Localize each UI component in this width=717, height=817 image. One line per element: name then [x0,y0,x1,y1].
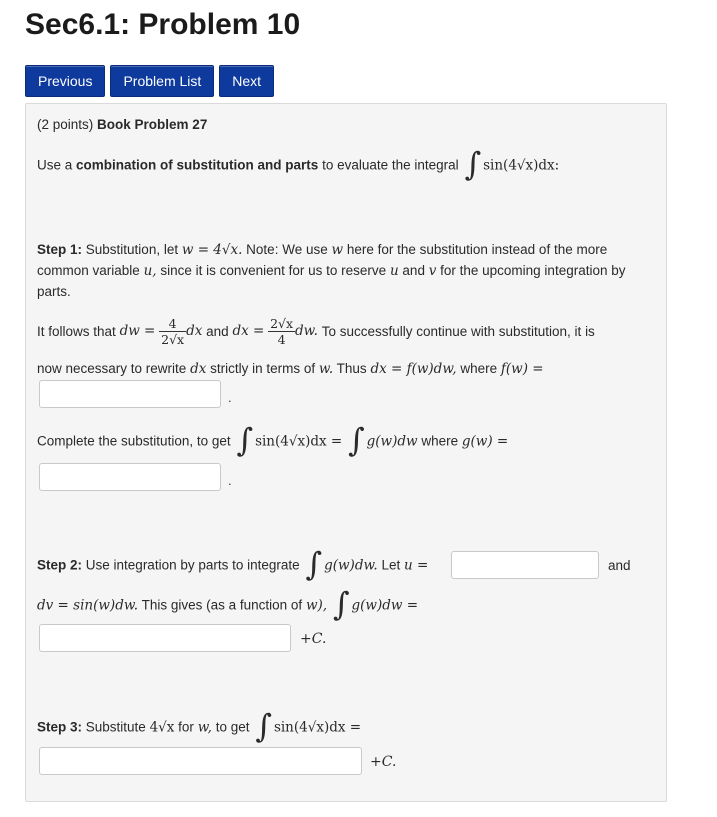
step3-b: for [178,719,194,735]
frac2-den: 4 [277,332,286,347]
complete-line [37,421,509,459]
frac2-num: 2√x [270,316,294,331]
intro-text: Use a [37,157,73,173]
step1-l2c: for the upcoming integration by [440,263,626,278]
points: (2 points) [37,117,94,132]
follows-line [37,316,595,347]
fw-eq: f(w) = [500,361,544,377]
step1-note: Note: We use [246,242,328,257]
follows-text: It follows that [37,324,116,339]
step2-line1 [37,545,429,583]
gw-eq: g(w) = [461,433,509,450]
step2-gives: This gives (as a function of [141,597,303,613]
now-b: strictly in terms of [210,361,316,376]
step2-text: Use integration by parts to integrate [85,557,300,573]
where: where [460,361,498,376]
frac1-num: 4 [159,316,186,332]
frac-dw [159,316,186,347]
step1-and: and [402,263,425,278]
plus-c: +C. [300,631,327,647]
step1-u2: u [389,263,399,279]
dx-term: dx [186,323,203,339]
step2-gint: g(w)dw = [351,597,419,614]
integral-sign: ∫ [464,145,482,183]
problem-nav [25,65,274,97]
dx-sym: dx [190,361,207,377]
thus: Thus [336,361,367,376]
step3-int: sin(4√x)dx = [273,719,362,736]
w-sym: w. [318,361,334,377]
step1-line1 [37,242,607,258]
step1-label: Step 1: [37,242,83,257]
gint-answer-input[interactable] [39,624,291,652]
plus-c-2: +C. [370,754,397,770]
complete-int: sin(4√x)dx = [255,433,343,450]
frac1-den: 2√x [161,332,185,347]
step1-line3: parts. [37,284,71,299]
step3-line [37,707,362,745]
step1-line2 [37,263,626,279]
step3-expr: 4√x [149,719,175,736]
now-a: now necessary to rewrite [37,361,187,376]
frac-dx [268,316,295,347]
thus-eq: dx = f(w)dw, [370,361,457,377]
problem-source: Book Problem 27 [97,117,208,132]
integral-sign: ∫ [347,421,365,459]
and-word: and [206,324,229,339]
now-line [37,361,544,377]
step2-u: u = [404,557,429,574]
step1-l2b: since it is convenient for us to reserve [160,263,387,278]
step2-let: Let [381,557,401,573]
step2-label: Step 2: [37,557,83,573]
intro-bold: combination of substitution and parts [76,157,319,173]
complete-text: Complete the substitution, to get [37,433,231,449]
step1-v: v [428,263,437,279]
previous-button[interactable]: Previous [25,65,105,97]
step2-dv: dv = sin(w)dw. [37,597,139,614]
integral-sign: ∫ [332,585,350,623]
dw-end: dw. [295,323,318,339]
step1-sub: w = 4√x. [181,242,243,258]
integrand: sin(4√x)dx: [483,157,560,174]
step1-l2a: common variable [37,263,140,278]
period: . [228,473,232,488]
next-button[interactable]: Next [219,65,274,97]
step3-a: Substitute [85,719,146,735]
final-answer-input[interactable] [39,747,362,775]
step2-and: and [608,558,631,573]
step1-text: Substitution, let [85,242,179,257]
complete-g: g(w)dw [366,433,418,450]
follows-b: To successfully continue with substitution, it is [321,324,595,339]
page-title: Sec6.1: Problem 10 [25,8,301,41]
step2-line2 [37,585,419,623]
step2-g: g(w)dw. [324,557,378,574]
integral-sign: ∫ [305,545,323,583]
step2-w: w), [305,597,328,614]
fw-answer-input[interactable] [39,380,221,408]
u-answer-input[interactable] [451,551,599,579]
problem-header [37,117,207,132]
dw-eq: dw = [119,323,156,339]
dx-eq: dx = [232,323,265,339]
intro-suffix: to evaluate the integral [322,157,459,173]
step1-u: u, [143,263,157,279]
step3-c: to get [215,719,250,735]
step3-label: Step 3: [37,719,83,735]
step1-note2: here for the substitution instead of the more [346,242,608,257]
step1-w: w [331,242,344,258]
integral-sign: ∫ [255,707,272,745]
period: . [228,390,232,405]
integral-sign: ∫ [236,421,254,459]
step3-w: w, [197,719,212,736]
complete-where: where [421,433,459,449]
problem-intro [37,145,560,183]
gw-answer-input[interactable] [39,463,221,491]
problem-list-button[interactable]: Problem List [110,65,214,97]
